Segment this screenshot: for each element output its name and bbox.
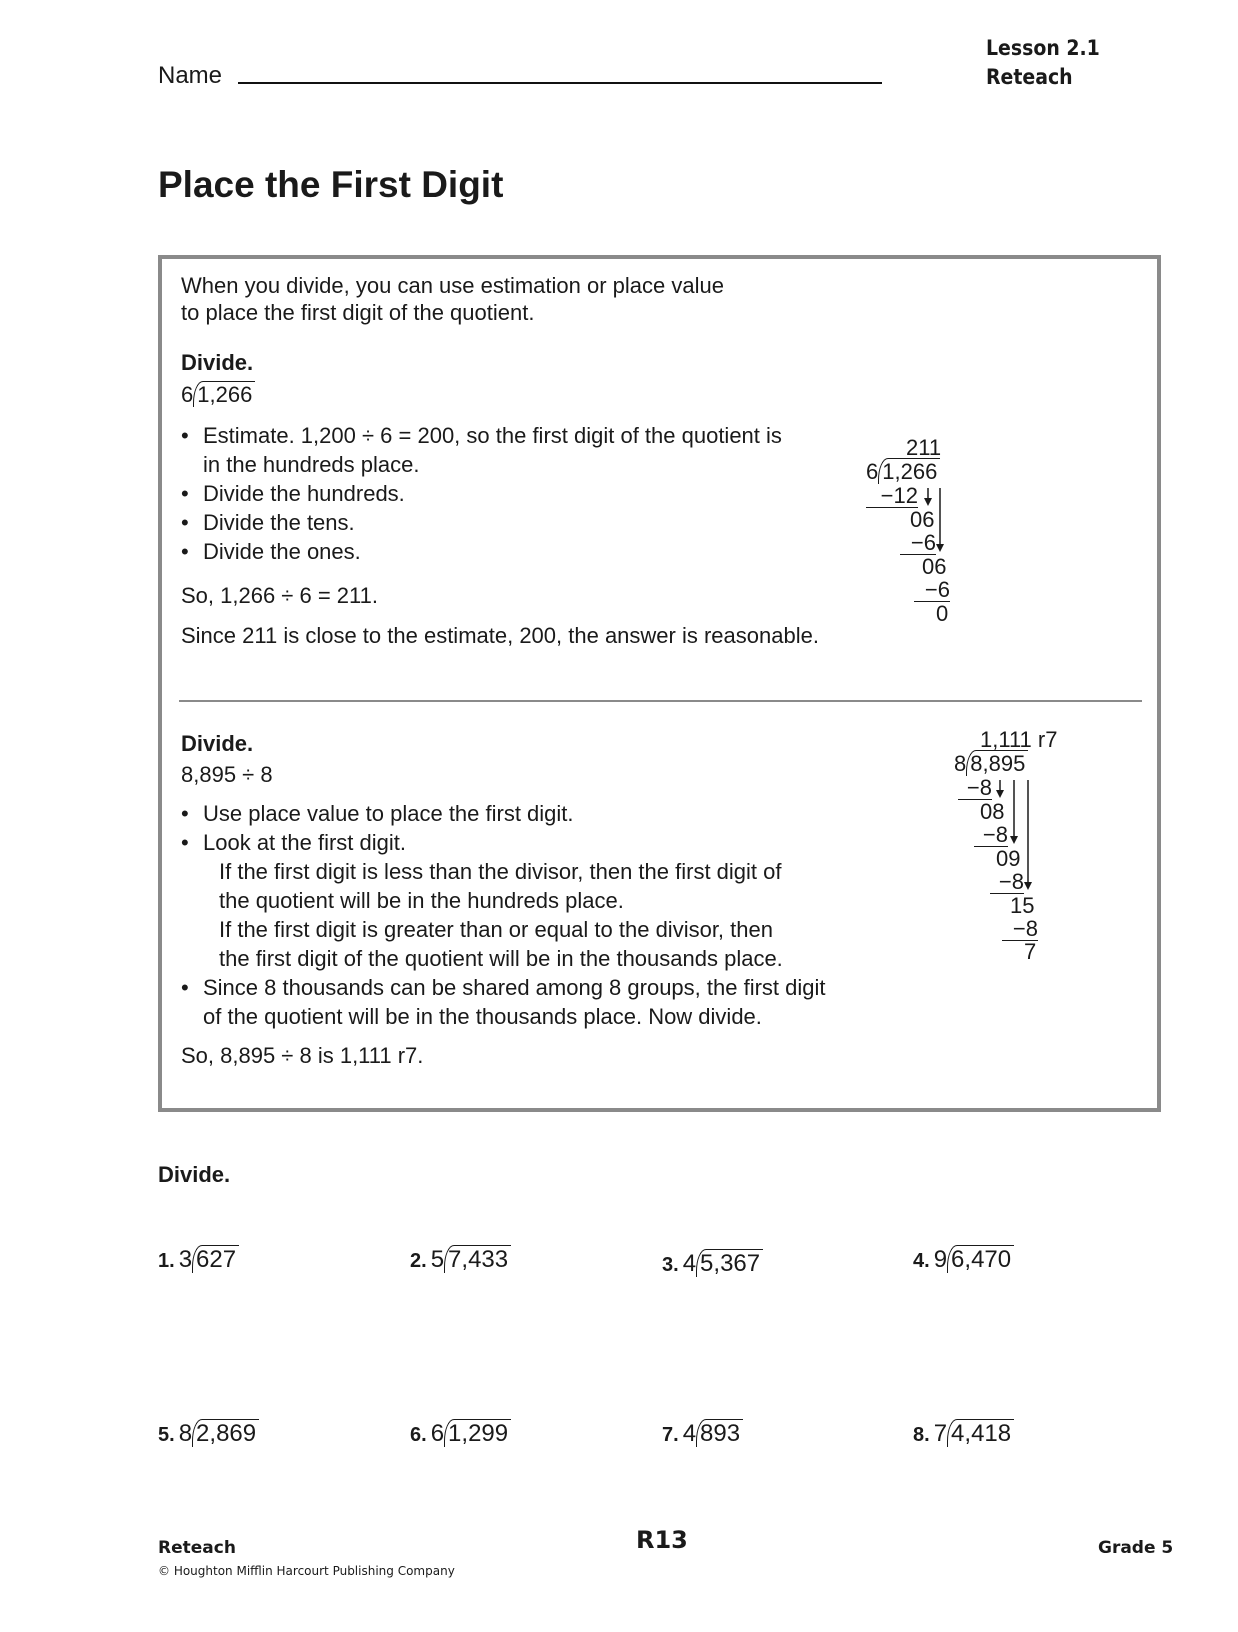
practice-problem-3[interactable] bbox=[662, 1250, 763, 1278]
example2-work-step: −8 bbox=[958, 776, 992, 800]
lesson-block bbox=[986, 34, 1100, 92]
problem-dividend: 5,367 bbox=[696, 1249, 763, 1277]
problem-dividend: 1,299 bbox=[444, 1419, 511, 1447]
practice-problem-2[interactable] bbox=[410, 1246, 511, 1274]
intro-line-1: When you divide, you can use estimation or place value bbox=[181, 273, 724, 298]
example1-work-step: 06 bbox=[922, 554, 947, 579]
practice-heading: Divide. bbox=[158, 1162, 231, 1187]
section-divider bbox=[179, 700, 1142, 702]
practice-problem-1[interactable] bbox=[158, 1246, 239, 1274]
problem-number: 6. bbox=[410, 1424, 427, 1446]
copyright: © Houghton Mifflin Harcourt Publishing Company bbox=[158, 1564, 455, 1578]
list-item: • Estimate. 1,200 ÷ 6 = 200, so the first digit of the quotient is in the hundreds place. bbox=[181, 421, 861, 479]
practice-problem-5[interactable] bbox=[158, 1420, 259, 1448]
problem-dividend: 627 bbox=[192, 1245, 239, 1273]
example2-work-quotient: 1,111 r7 bbox=[980, 727, 1058, 752]
example1-divisor: 6 bbox=[181, 382, 194, 407]
example1-dividend: 1,266 bbox=[193, 381, 255, 407]
example2-work-step: 15 bbox=[1010, 893, 1035, 918]
problem-number: 7. bbox=[662, 1424, 679, 1446]
example1-so-line: So, 1,266 ÷ 6 = 211. bbox=[181, 583, 378, 608]
example1-work-step: 06 bbox=[910, 507, 935, 532]
practice-problem-8[interactable] bbox=[913, 1420, 1014, 1448]
list-item: • Since 8 thousands can be shared among 8 groups, the first digit of the quotient will be in the thousands place. Now divide. bbox=[181, 973, 901, 1031]
problem-number: 4. bbox=[913, 1250, 930, 1272]
example1-divide-label: Divide. bbox=[181, 350, 254, 375]
problem-divisor: 5 bbox=[430, 1246, 445, 1273]
example2-work-step: 7 bbox=[1024, 939, 1037, 964]
problem-divisor: 4 bbox=[682, 1420, 697, 1447]
practice-problem-4[interactable] bbox=[913, 1246, 1014, 1274]
example1-since-line: Since 211 is close to the estimate, 200, the answer is reasonable. bbox=[181, 623, 819, 648]
page-number: R13 bbox=[636, 1526, 688, 1554]
problem-divisor: 9 bbox=[933, 1246, 948, 1273]
problem-dividend: 6,470 bbox=[947, 1245, 1014, 1273]
footer-reteach: Reteach bbox=[158, 1538, 236, 1558]
example1-work-step: 0 bbox=[936, 601, 949, 626]
practice-problem-7[interactable] bbox=[662, 1420, 743, 1448]
name-label: Name bbox=[158, 62, 223, 89]
lesson-type: Reteach bbox=[986, 65, 1073, 89]
example1-work-step: −6 bbox=[900, 531, 936, 555]
example2-work-step: −8 bbox=[974, 823, 1008, 847]
problem-divisor: 6 bbox=[430, 1420, 445, 1447]
example1-work-step: −6 bbox=[914, 578, 950, 602]
list-item: • Divide the hundreds. bbox=[181, 479, 861, 508]
problem-dividend: 4,418 bbox=[947, 1419, 1014, 1447]
example1-steps bbox=[181, 421, 861, 566]
example2-steps bbox=[181, 799, 901, 1031]
example1-long-division bbox=[860, 436, 970, 636]
example2-long-division bbox=[950, 728, 1080, 978]
problem-divisor: 4 bbox=[682, 1250, 697, 1277]
problem-number: 5. bbox=[158, 1424, 175, 1446]
example2-work-step: −8 bbox=[1002, 917, 1038, 941]
list-item: • Divide the ones. bbox=[181, 537, 861, 566]
example1-work-quotient: 211 bbox=[906, 435, 942, 460]
problem-number: 2. bbox=[410, 1250, 427, 1272]
example2-divide-label: Divide. bbox=[181, 731, 254, 756]
intro-text bbox=[181, 272, 724, 326]
page-title: Place the First Digit bbox=[158, 164, 504, 205]
bring-down-arrows bbox=[950, 728, 1080, 978]
example2-expression: 8,895 ÷ 8 bbox=[181, 762, 273, 787]
problem-dividend: 893 bbox=[696, 1419, 743, 1447]
bring-down-arrows bbox=[860, 436, 970, 636]
example1-work-problem: 6 1,266 bbox=[866, 460, 940, 483]
problem-number: 3. bbox=[662, 1254, 679, 1276]
example1-work-step: −12 bbox=[866, 484, 918, 508]
example2-work-step: 08 bbox=[980, 799, 1005, 824]
problem-number: 1. bbox=[158, 1250, 175, 1272]
example2-work-step: −8 bbox=[990, 870, 1024, 894]
problem-dividend: 7,433 bbox=[444, 1245, 511, 1273]
lesson-number: Lesson 2.1 bbox=[986, 36, 1100, 60]
example2-so-line: So, 8,895 ÷ 8 is 1,111 r7. bbox=[181, 1043, 424, 1068]
problem-divisor: 8 bbox=[178, 1420, 193, 1447]
list-item: • Use place value to place the first digit. bbox=[181, 799, 901, 828]
example2-work-step: 09 bbox=[996, 846, 1021, 871]
problem-dividend: 2,869 bbox=[192, 1419, 259, 1447]
list-item: • Look at the first digit. If the first digit is less than the divisor, then the first digit of the quotient will be in the hundreds place. If the first digit is greater than or equal to the divisor, then the first digit of the quotient will be in the thousands place. bbox=[181, 828, 901, 973]
problem-divisor: 3 bbox=[178, 1246, 193, 1273]
footer-grade: Grade 5 bbox=[1098, 1538, 1174, 1558]
problem-number: 8. bbox=[913, 1424, 930, 1446]
example1-problem bbox=[181, 382, 255, 408]
example2-work-problem: 8 8,895 bbox=[954, 752, 1028, 775]
problem-divisor: 7 bbox=[933, 1420, 948, 1447]
name-line[interactable] bbox=[238, 82, 882, 84]
intro-line-2: to place the first digit of the quotient. bbox=[181, 300, 535, 325]
practice-problem-6[interactable] bbox=[410, 1420, 511, 1448]
list-item: • Divide the tens. bbox=[181, 508, 861, 537]
